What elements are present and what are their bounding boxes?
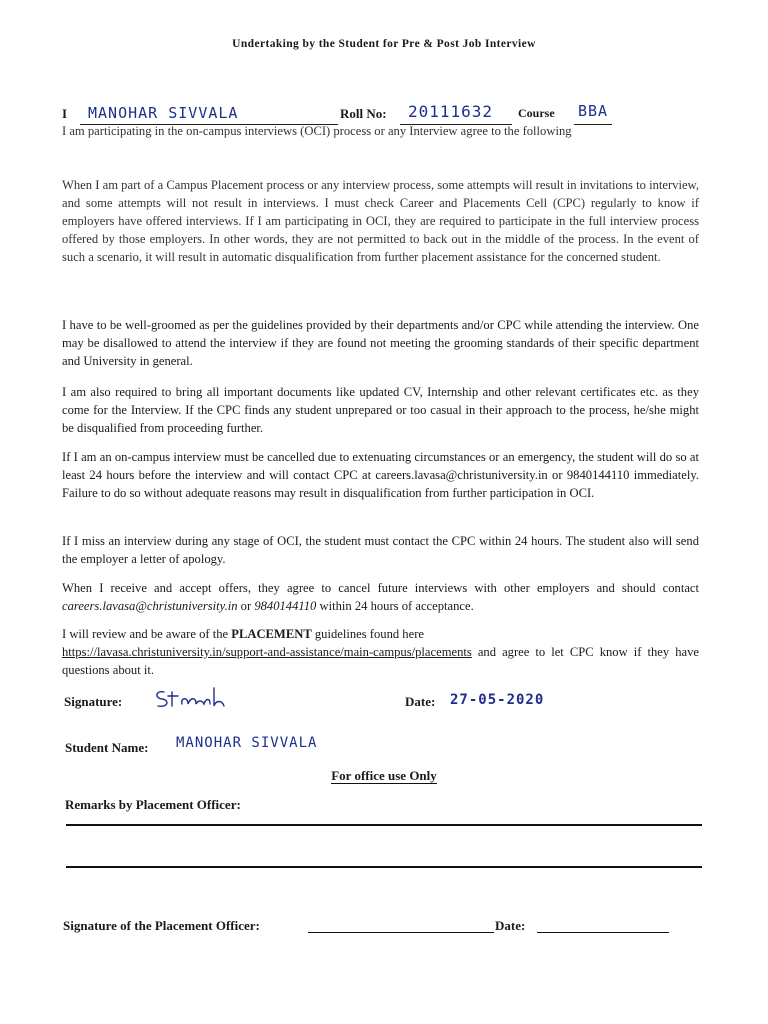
roll-label: Roll No: (340, 106, 387, 121)
student-name-label: Student Name: (65, 740, 149, 755)
p8-text-c: and agree to let CPC know if they have questions about it. (62, 645, 699, 677)
signature-scribble (152, 684, 232, 712)
paragraph-2: When I am part of a Campus Placement process or any interview process, some attempts will result in invitations to interview, and some attempts will not result in interviews. I must check Career and Placements Cell (CPC) regularly to know if employers have offered interviews. If I am participating in OCI, they are required to participate in the full interview process offered by those employers. In other words, they are not permitted to back out in the middle of the process. In the event of such a scenario, it will result in automatic disqualification from further placement assistance for the concerned student. (62, 178, 699, 264)
student-name-value-handwritten: MANOHAR SIVVALA (176, 735, 318, 751)
p8-text-b: guidelines found here (311, 627, 424, 641)
officer-date-label: Date: (495, 918, 526, 933)
remarks-label: Remarks by Placement Officer: (65, 797, 241, 812)
p8-text-a: I will review and be aware of the (62, 627, 232, 641)
course-value-handwritten: BBA (578, 102, 609, 120)
student-name-handwritten: MANOHAR SIVVALA (88, 104, 239, 122)
paragraph-8 (62, 625, 699, 679)
signature-label: Signature: (64, 694, 123, 709)
p8-bold: PLACEMENT (231, 627, 312, 641)
paragraph-7 (62, 579, 699, 615)
office-use-heading: For office use Only (331, 768, 437, 783)
paragraph-6: If I miss an interview during any stage of OCI, the student must contact the CPC within 24 hours. The student also will send the employer a letter of apology. (62, 534, 699, 566)
paragraph-5: If I am an on-campus interview must be cancelled due to extenuating circumstances or an emergency, the student will do so at least 24 hours before the interview and will contact CPC at careers.lavasa@christuniversity.in or 9840144110 immediately. Failure to do so without adequate reasons may result in disqualification from further participation in OCI. (62, 450, 699, 500)
page-title: Undertaking by the Student for Pre & Post Job Interview (232, 38, 536, 50)
officer-date-line (537, 932, 669, 933)
officer-signature-line (308, 932, 494, 933)
roll-value-handwritten: 20111632 (408, 102, 494, 121)
date-label: Date: (405, 694, 436, 709)
p7-or: or (237, 599, 255, 613)
remarks-line-2 (66, 866, 702, 868)
p7-text-b: within 24 hours of acceptance. (316, 599, 474, 613)
course-label: Course (518, 106, 555, 120)
paragraph-4: I am also required to bring all important documents like updated CV, Internship and other relevant certificates etc. as they come for the Interview. If the CPC finds any student unprepared or too casual in their approach to the process, he/she might be disqualified from proceeding further. (62, 385, 699, 435)
p7-phone: 9840144110 (254, 599, 317, 613)
paragraph-3: I have to be well-groomed as per the guidelines provided by their departments and/or CPC while attending the interview. One may be disallowed to attend the interview if they are found not meeting the grooming standards of their specific department and University in general. (62, 318, 699, 368)
officer-signature-label: Signature of the Placement Officer: (63, 918, 260, 933)
date-value-handwritten: 27-05-2020 (450, 692, 545, 708)
paragraph-1: I am participating in the on-campus interviews (OCI) process or any Interview agree to the following (62, 124, 572, 138)
placements-link[interactable]: https://lavasa.christuniversity.in/support-and-assistance/main-campus/placements (62, 645, 472, 659)
remarks-line-1 (66, 824, 702, 826)
i-label: I (62, 106, 68, 121)
p7-text-a: When I receive and accept offers, they agree to cancel future interviews with other employers and should contact (62, 581, 699, 595)
p7-email: careers.lavasa@christuniversity.in (62, 599, 238, 613)
